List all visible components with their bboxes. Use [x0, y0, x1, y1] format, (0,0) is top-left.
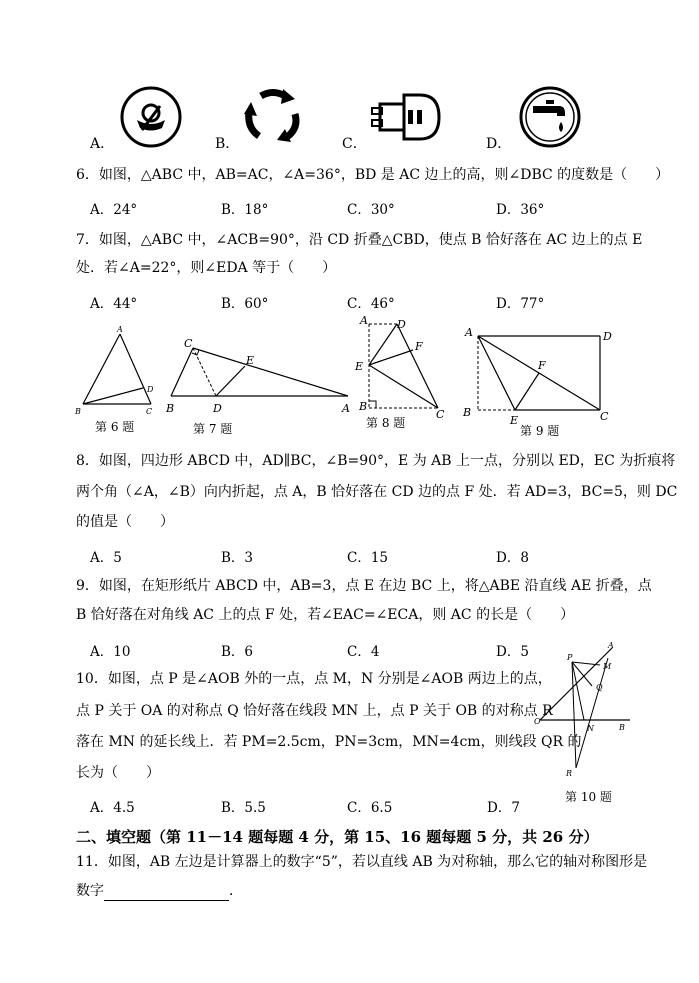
fig7-label-c: C — [184, 337, 193, 350]
q11-answer-blank[interactable] — [104, 886, 229, 901]
q11-stem-prefix: 数字 — [76, 883, 104, 899]
fig10-label-r: R — [566, 769, 573, 778]
fig10-label-n: N — [587, 724, 594, 733]
q10-stem-line4: 长为（ ） — [76, 765, 160, 781]
fig8-label-d: D — [397, 318, 406, 331]
q9-option-c: C．4 — [347, 644, 380, 660]
fig7-label-e: E — [246, 354, 255, 367]
q10-option-c: C．6.5 — [347, 800, 393, 816]
recycling-glass-icon — [120, 86, 182, 148]
q10-stem-line2: 点 P 关于 OA 的对称点 Q 恰好落在线段 MN 上，点 P 关于 OB 的对称点 R — [76, 703, 553, 719]
fig9-label-b: B — [463, 406, 472, 419]
q10-option-d: D．7 — [487, 800, 520, 816]
q9-stem-line1: 9．如图，在矩形纸片 ABCD 中，AB=3，点 E 在边 BC 上，将△ABE 沿直线 AE 折叠，点 — [76, 578, 652, 594]
q10-option-b: B．5.5 — [221, 800, 266, 816]
q11-stem-line1: 11．如图，AB 左边是计算器上的数字“5”，若以直线 AB 为对称轴，那么它的轴对称图形是 — [76, 854, 648, 870]
fig9-label-d: D — [603, 330, 612, 343]
q8-option-c: C．15 — [347, 550, 389, 566]
fig8-label-e: E — [355, 360, 364, 373]
q11-stem-suffix: ． — [229, 883, 243, 899]
q9-option-a: A．10 — [90, 644, 131, 660]
q11-stem-line2 — [76, 881, 243, 901]
fig8-label-b: B — [359, 400, 368, 413]
fig6-label-c: C — [146, 407, 153, 416]
q5-icon-d — [519, 86, 581, 152]
q5-icon-c — [370, 92, 442, 146]
q5-option-b-label: B． — [215, 136, 240, 152]
q8-option-d: D．8 — [496, 550, 529, 566]
recycle-arrows-icon — [243, 86, 303, 146]
usb-plug-icon — [370, 92, 442, 142]
figure-8-caption: 第 8 题 — [366, 416, 406, 430]
figure-8 — [354, 314, 445, 421]
q7-stem-line2: 处．若∠A=22°，则∠EDA 等于（ ） — [76, 260, 337, 276]
fig6-label-d: D — [147, 385, 154, 394]
q7-option-d: D．77° — [496, 296, 545, 312]
fig9-label-a: A — [465, 326, 473, 339]
figure-6-caption: 第 6 题 — [95, 420, 135, 434]
q6-option-d: D．36° — [496, 202, 545, 218]
fig10-label-q: Q — [596, 683, 603, 692]
water-tap-icon — [519, 86, 581, 148]
q10-option-a: A．4.5 — [90, 800, 135, 816]
q8-option-b: B．3 — [221, 550, 254, 566]
q6-option-a: A．24° — [90, 202, 138, 218]
fig7-label-d: D — [213, 402, 222, 415]
fig7-label-b: B — [166, 402, 175, 415]
figure-9 — [462, 326, 612, 427]
q10-stem-line3: 落在 MN 的延长线上．若 PM=2.5cm，PN=3cm，MN=4cm，则线段 QR 的 — [76, 734, 582, 750]
q9-option-d: D．5 — [496, 644, 529, 660]
q8-stem-line2: 两个角（∠A，∠B）向内折起，点 A，B 恰好落在 CD 边的点 F 处．若 AD=3，BC=5，则 DC — [76, 484, 678, 500]
q10-stem-line1: 10．如图，点 P 是∠AOB 外的一点，点 M，N 分别是∠AOB 两边上的点， — [76, 671, 552, 687]
q8-option-a: A．5 — [90, 550, 122, 566]
q9-stem-line2: B 恰好落在对角线 AC 上的点 F 处，若∠EAC=∠ECA，则 AC 的长是（ ） — [76, 607, 575, 623]
fig9-label-c: C — [600, 410, 609, 423]
fig10-label-o: O — [534, 717, 541, 726]
fig9-label-e: E — [510, 414, 519, 427]
fig9-label-f: F — [538, 359, 546, 372]
q6-stem: 6．如图，△ABC 中，AB=AC，∠A=36°，BD 是 AC 边上的高，则∠DBC 的度数是（ ） — [76, 167, 670, 183]
q7-option-b: B．60° — [221, 296, 269, 312]
q8-stem-line1: 8．如图，四边形 ABCD 中，AD∥BC，∠B=90°，E 为 AB 上一点，分别以 ED，EC 为折痕将 — [76, 453, 676, 469]
q7-stem-line1: 7．如图，△ABC 中，∠ACB=90°，沿 CD 折叠△CBD，使点 B 恰好落在 AC 边上的点 E — [76, 232, 643, 248]
q7-option-c: C．46° — [347, 296, 395, 312]
q6-option-b: B．18° — [221, 202, 269, 218]
q6-option-c: C．30° — [347, 202, 395, 218]
q7-option-a: A．44° — [90, 296, 138, 312]
q5-option-c-label: C． — [342, 136, 367, 152]
figure-7 — [165, 337, 350, 415]
figure-6 — [74, 325, 154, 416]
q5-icon-a — [120, 86, 182, 152]
fig6-label-b: B — [75, 407, 81, 416]
figure-7-caption: 第 7 题 — [193, 422, 233, 436]
q8-stem-line3: 的值是（ ） — [76, 514, 174, 530]
figure-9-caption: 第 9 题 — [520, 424, 560, 438]
q5-option-a-label: A． — [90, 136, 115, 152]
section-2-heading: 二、填空题（第 11－14 题每题 4 分，第 15、16 题每题 5 分，共 26 分） — [76, 828, 599, 846]
fig10-label-m: M — [603, 662, 612, 671]
fig6-label-a: A — [117, 325, 123, 334]
fig10-label-a: A — [608, 641, 614, 650]
fig8-label-c: C — [436, 408, 445, 421]
fig8-label-f: F — [415, 340, 423, 353]
fig8-label-a: A — [360, 314, 368, 327]
fig7-label-a: A — [342, 402, 350, 415]
q9-option-b: B．6 — [221, 644, 254, 660]
fig10-label-p: P — [567, 653, 573, 662]
q5-option-d-label: D． — [486, 136, 512, 152]
fig10-label-b: B — [619, 723, 625, 732]
q5-icon-b — [243, 86, 303, 150]
figure-10-caption: 第 10 题 — [565, 790, 612, 804]
